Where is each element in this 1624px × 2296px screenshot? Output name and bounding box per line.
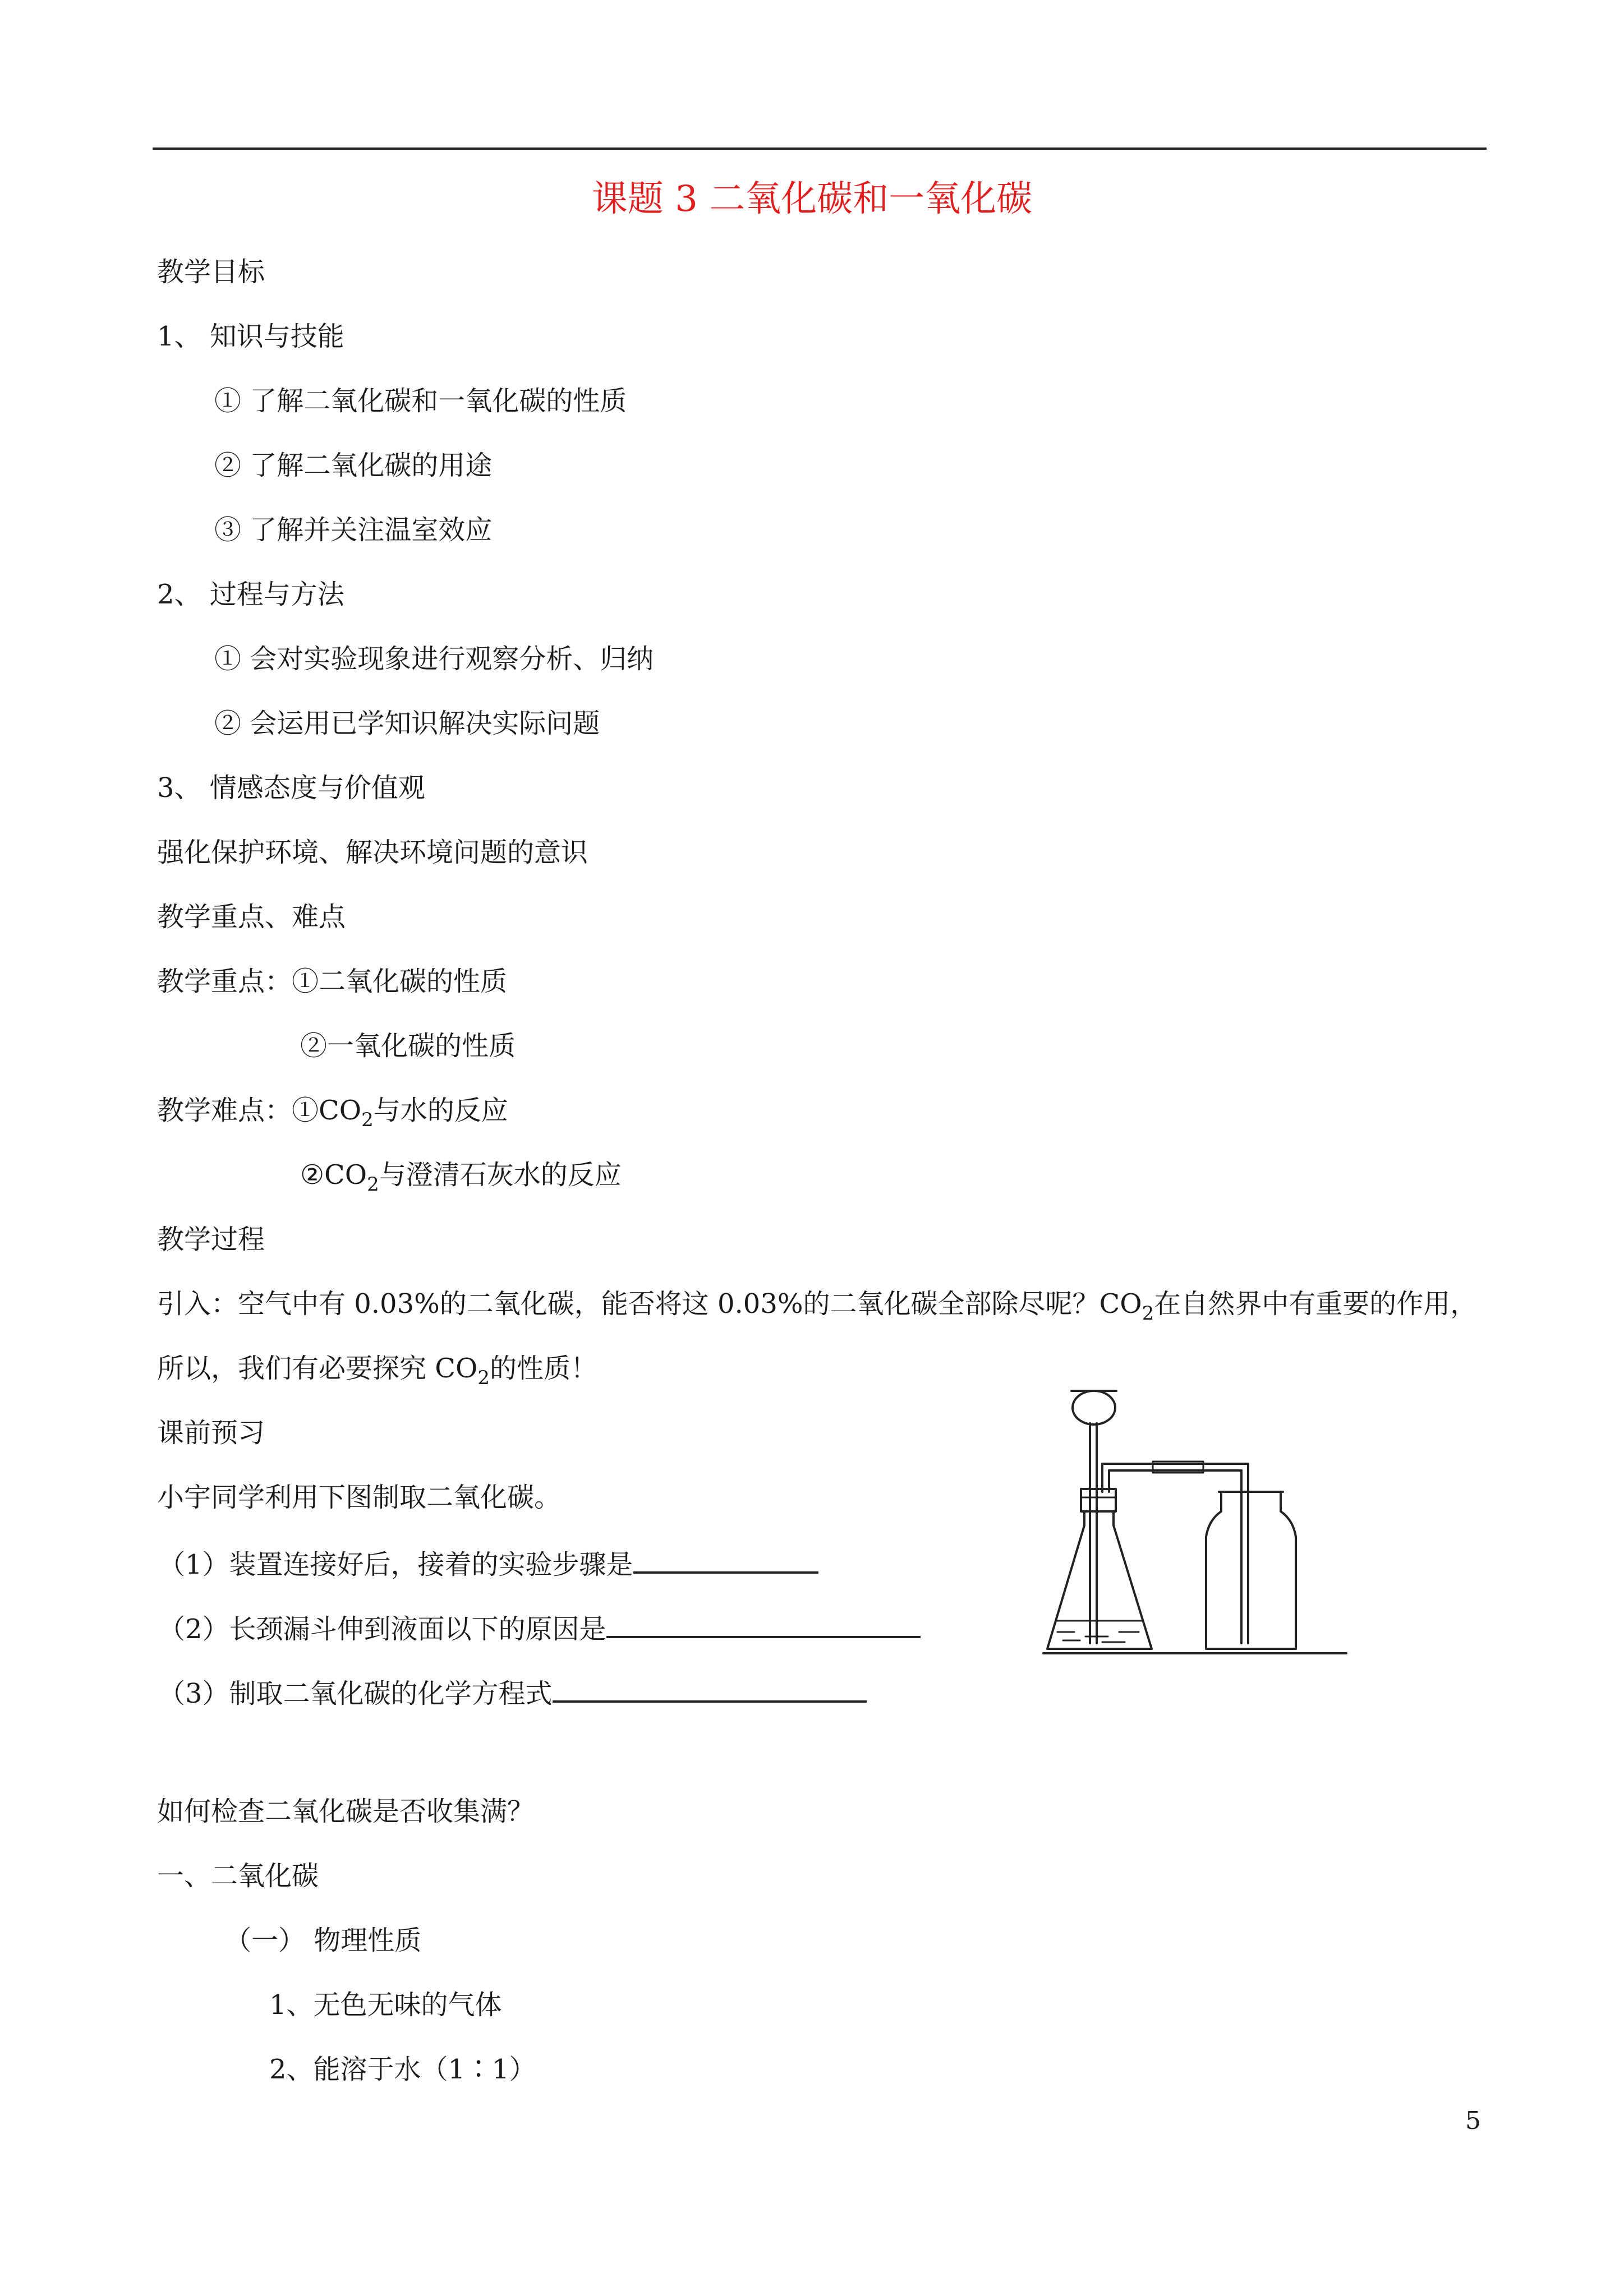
difficulty-line-2 (300, 1155, 622, 1204)
intro-line-1 (157, 1284, 1477, 1333)
question-1 (158, 1542, 818, 1584)
collecting-bottle (1206, 1492, 1296, 1649)
question-2 (158, 1607, 921, 1649)
focus-label: 教学重点： (157, 966, 292, 997)
objective-item: ① 了解二氧化碳和一氧化碳的性质 (214, 385, 627, 417)
keypoints-heading: 教学重点、难点 (157, 901, 346, 933)
funnel-bulb (1073, 1391, 1115, 1424)
co2-apparatus-figure (1041, 1385, 1355, 1677)
intro-text: 在自然界中有重要的作用， (1154, 1288, 1478, 1320)
subscript: 2 (361, 1109, 374, 1131)
focus-line-1 (157, 962, 507, 1001)
objective-text: 强化保护环境、解决环境问题的意识 (157, 837, 588, 868)
difficulty-text: ①CO (292, 1095, 362, 1126)
difficulty-line-1 (157, 1091, 508, 1140)
difficulty-label: 教学难点： (157, 1095, 292, 1126)
focus-item: ②一氧化碳的性质 (300, 1030, 516, 1062)
flask-stopper (1081, 1489, 1116, 1511)
objective-item: ② 会运用已学知识解决实际问题 (214, 708, 600, 739)
property-item: 1、无色无味的气体 (269, 1989, 502, 2021)
objective-section-1: 1、 知识与技能 (157, 321, 344, 352)
intro-line-2 (157, 1349, 597, 1398)
intro-text: 的性质！ (489, 1353, 597, 1384)
objective-section-3: 3、 情感态度与价值观 (157, 772, 425, 804)
difficulty-text: 与澄清石灰水的反应 (379, 1159, 622, 1191)
preview-text: 小宇同学利用下图制取二氧化碳。 (157, 1482, 562, 1513)
question-text: （2）长颈漏斗伸到液面以下的原因是 (158, 1613, 606, 1645)
subsection-heading: （一） 物理性质 (224, 1925, 422, 1956)
subscript: 2 (477, 1367, 490, 1389)
question-text: （1）装置连接好后，接着的实验步骤是 (158, 1549, 633, 1580)
objective-item: ② 了解二氧化碳的用途 (214, 450, 493, 481)
answer-blank[interactable] (553, 1671, 867, 1703)
difficulty-text: ②CO (300, 1159, 367, 1191)
preview-heading: 课前预习 (157, 1417, 265, 1449)
intro-text: 引入：空气中有 0.03%的二氧化碳，能否将这 0.03%的二氧化碳全部除尽呢？CO (157, 1288, 1142, 1320)
answer-blank[interactable] (633, 1542, 818, 1574)
section-heading: 一、二氧化碳 (157, 1860, 319, 1892)
conical-flask (1047, 1511, 1152, 1649)
subscript: 2 (1142, 1302, 1154, 1325)
check-question: 如何检查二氧化碳是否收集满？ (157, 1796, 535, 1827)
intro-text: 所以，我们有必要探究 CO (157, 1353, 478, 1384)
objective-section-2: 2、 过程与方法 (157, 579, 344, 610)
page-title: 课题 3 二氧化碳和一氧化碳 (591, 178, 1033, 220)
process-heading: 教学过程 (157, 1224, 265, 1255)
objectives-heading: 教学目标 (157, 256, 265, 288)
property-item: 2、能溶于水（1∶1） (269, 2054, 536, 2085)
focus-item: ①二氧化碳的性质 (292, 966, 508, 997)
objective-item: ① 会对实验现象进行观察分析、归纳 (214, 643, 654, 675)
subscript: 2 (367, 1173, 379, 1196)
flask-contents (1057, 1632, 1139, 1642)
header-rule (153, 147, 1487, 150)
answer-blank[interactable] (606, 1607, 921, 1638)
question-3 (158, 1671, 867, 1713)
difficulty-text: 与水的反应 (373, 1095, 508, 1126)
question-text: （3）制取二氧化碳的化学方程式 (158, 1678, 553, 1709)
page-number: 5 (1465, 2106, 1481, 2135)
objective-item: ③ 了解并关注温室效应 (214, 514, 493, 546)
